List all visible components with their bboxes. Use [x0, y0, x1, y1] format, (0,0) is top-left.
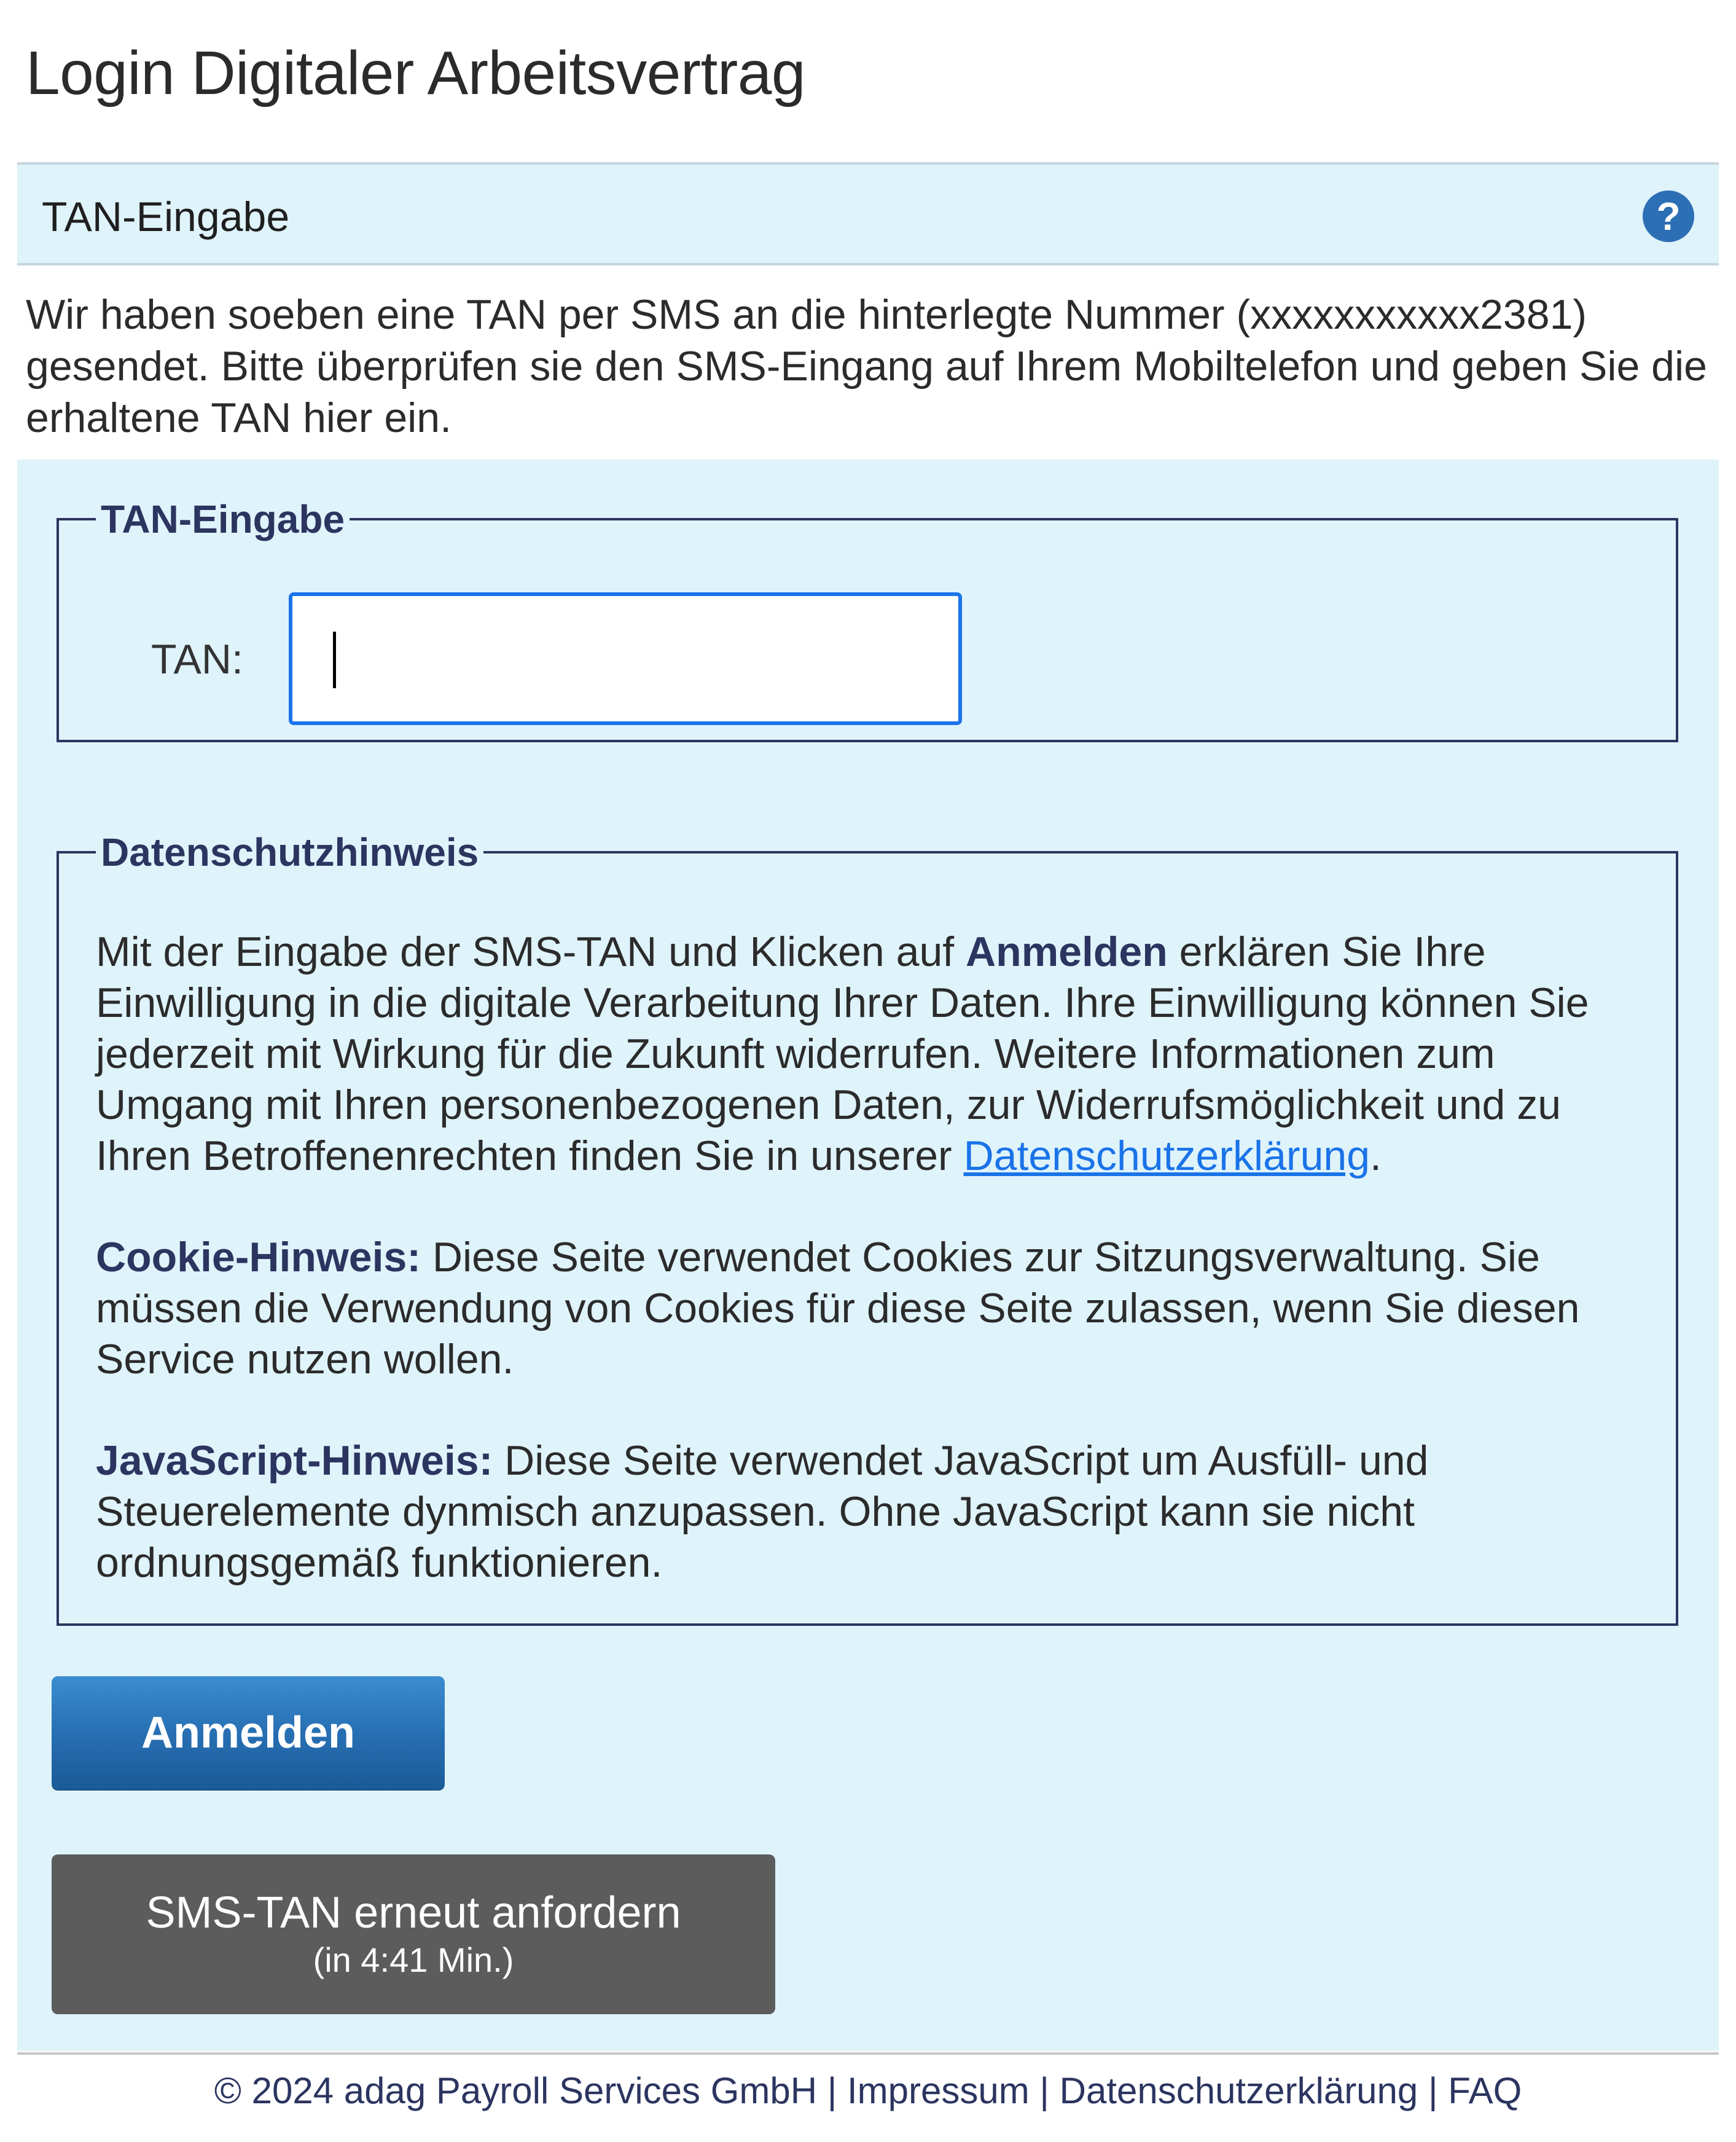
privacy-consent-body: erklären Sie Ihre Einwilligung in die digitale Verarbeitung Ihrer Daten. Ihre Einwilligung können Sie jederzeit mit Wirkung für die Zukunft widerrufen. Weitere Informationen zum Umgang mit Ihren personenbezogenen Daten, zur Widerrufsmöglichkeit und zu Ihren Betroffenenrechten finden Sie in unserer [96, 928, 1589, 1179]
footer-copyright: © 2024 adag Payroll Services GmbH [214, 2070, 818, 2111]
resend-tan-button[interactable] [52, 1854, 775, 2014]
privacy-policy-link[interactable]: Datenschutzerklärung [963, 1132, 1370, 1179]
tan-input[interactable] [289, 592, 962, 725]
footer-separator: | [817, 2070, 847, 2111]
help-icon[interactable]: ? [1643, 190, 1694, 242]
privacy-body [96, 927, 1656, 1639]
cookie-notice-label: Cookie-Hinweis: [96, 1234, 421, 1281]
section-header [17, 162, 1719, 265]
privacy-fieldset [57, 830, 1678, 1626]
privacy-consent-intro: Mit der Eingabe der SMS-TAN und Klicken auf [96, 928, 966, 975]
resend-tan-label: SMS-TAN erneut anfordern [146, 1888, 681, 1937]
footer-faq-link[interactable]: FAQ [1448, 2070, 1522, 2111]
footer-impressum-link[interactable]: Impressum [846, 2070, 1030, 2111]
javascript-notice-text: Diese Seite verwendet JavaScript um Ausfüll- und Steuerelemente dynmisch anzupassen. Ohne JavaScript kann sie nicht ordnungsgemäß funktionieren. [96, 1437, 1429, 1586]
login-button[interactable]: Anmelden [52, 1676, 445, 1789]
page-title: Login Digitaler Arbeitsvertrag [26, 39, 805, 108]
privacy-consent-anmelden: Anmelden [966, 928, 1168, 975]
section-header-title: TAN-Eingabe [42, 194, 290, 240]
cookie-notice [96, 1232, 1656, 1385]
resend-countdown: (in 4:41 Min.) [313, 1940, 514, 1979]
intro-text: Wir haben soeben eine TAN per SMS an die hinterlegte Nummer (xxxxxxxxxxx2381) gesendet. Bitte überprüfen sie den SMS-Eingang auf Ihrem Mobiltelefon und geben Sie die erhaltene TAN hier ein. [26, 291, 1707, 441]
tan-fieldset-legend: TAN-Eingabe [101, 497, 345, 541]
footer-separator: | [1418, 2070, 1449, 2111]
cookie-notice-text: Diese Seite verwendet Cookies zur Sitzungsverwaltung. Sie müssen die Verwendung von Cookies für diese Seite zulassen, wenn Sie diesen Service nutzen wollen. [96, 1234, 1580, 1383]
tan-label: TAN: [151, 636, 243, 683]
form-panel [17, 460, 1719, 2051]
text-caret [333, 632, 336, 688]
privacy-consent-text [96, 927, 1656, 1182]
javascript-notice-label: JavaScript-Hinweis: [96, 1437, 493, 1484]
tan-fieldset [57, 496, 1678, 742]
privacy-consent-end: . [1370, 1132, 1382, 1179]
footer-privacy-link[interactable]: Datenschutzerklärung [1059, 2070, 1418, 2111]
footer-divider [17, 2052, 1719, 2055]
footer [0, 2069, 1736, 2112]
javascript-notice [96, 1435, 1656, 1588]
footer-separator: | [1029, 2070, 1060, 2111]
privacy-fieldset-legend: Datenschutzhinweis [101, 830, 479, 874]
